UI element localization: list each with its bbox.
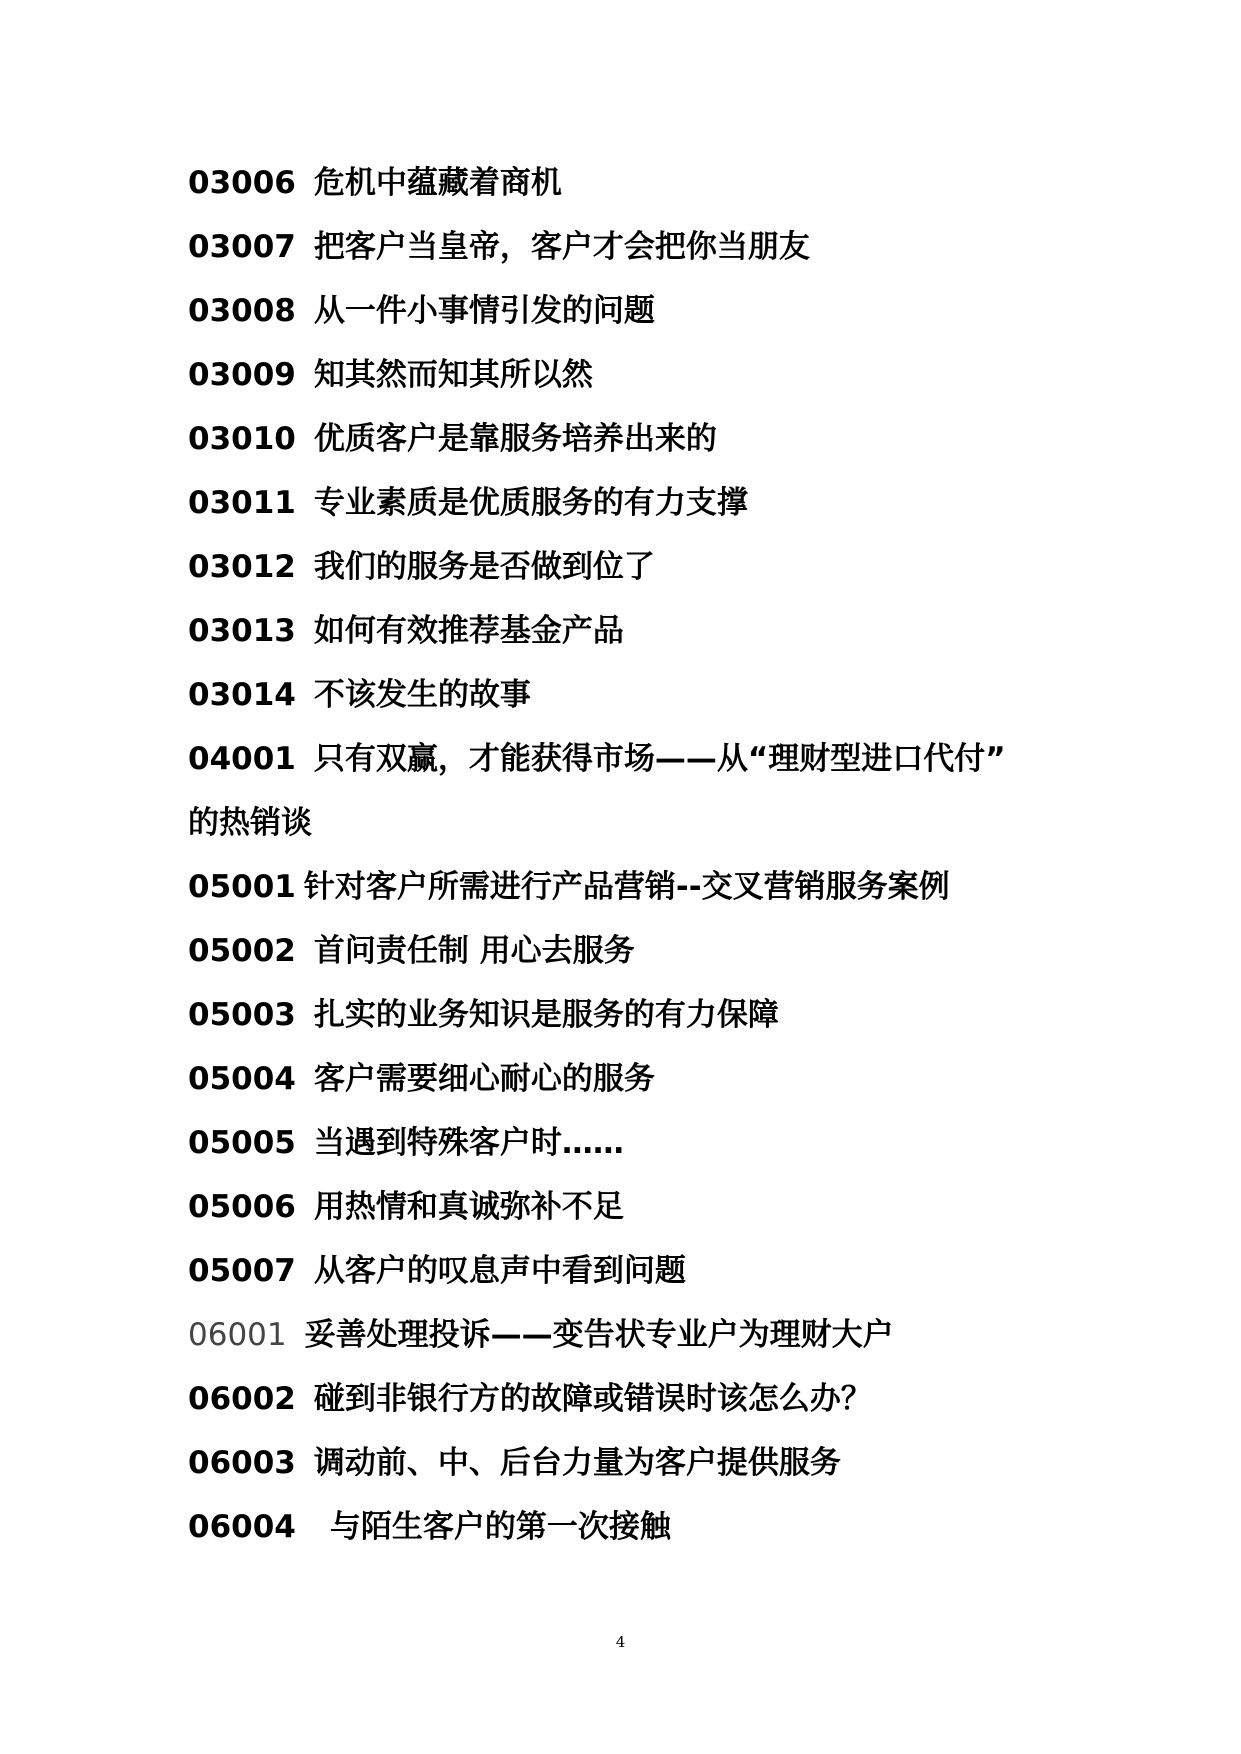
entry-title: 只有双赢，才能获得市场——从“理财型进口代付” <box>313 741 1006 777</box>
list-item <box>188 227 810 267</box>
entry-code: 03013 <box>188 613 296 649</box>
list-item <box>188 291 655 331</box>
list-item <box>188 1123 624 1163</box>
entry-title: 我们的服务是否做到位了 <box>313 549 655 585</box>
entry-code: 06001 <box>188 1317 287 1353</box>
entry-code: 06002 <box>188 1381 296 1417</box>
list-item <box>188 355 593 395</box>
list-item <box>188 995 779 1035</box>
list-item <box>188 1059 655 1099</box>
list-item <box>188 547 655 587</box>
entry-title: 客户需要细心耐心的服务 <box>313 1061 655 1097</box>
entry-code: 03011 <box>188 485 296 521</box>
list-item <box>188 483 748 523</box>
entry-title: 危机中蕴藏着商机 <box>313 165 562 201</box>
entry-code: 05002 <box>188 933 296 969</box>
list-item <box>188 1443 841 1483</box>
entry-title: 扎实的业务知识是服务的有力保障 <box>313 997 779 1033</box>
entry-code: 03010 <box>188 421 296 457</box>
list-item <box>188 1379 872 1419</box>
entry-title: 当遇到特殊客户时…… <box>313 1125 624 1161</box>
list-item <box>188 611 624 651</box>
list-item <box>188 1187 624 1227</box>
list-item <box>188 1251 686 1291</box>
entry-code: 05001 <box>188 869 296 905</box>
entry-code: 05007 <box>188 1253 296 1289</box>
entry-title: 妥善处理投诉——变告状专业户为理财大户 <box>304 1317 894 1353</box>
entry-title: 首问责任制 用心去服务 <box>313 933 635 969</box>
entry-code: 03008 <box>188 293 296 329</box>
entry-title: 从一件小事情引发的问题 <box>313 293 655 329</box>
entry-title: 不该发生的故事 <box>313 677 531 713</box>
entry-title: 优质客户是靠服务培养出来的 <box>313 421 717 457</box>
entry-code: 06003 <box>188 1445 296 1481</box>
entry-code: 03006 <box>188 165 296 201</box>
list-item <box>188 163 562 203</box>
entry-code: 05003 <box>188 997 296 1033</box>
entry-title: 针对客户所需进行产品营销--交叉营销服务案例 <box>303 869 950 905</box>
entry-title: 如何有效推荐基金产品 <box>313 613 624 649</box>
list-item <box>188 739 1006 779</box>
entry-code: 04001 <box>188 741 296 777</box>
list-item-continuation <box>188 803 312 843</box>
entry-title: 用热情和真诚弥补不足 <box>313 1189 624 1225</box>
list-item <box>188 419 717 459</box>
entry-title: 把客户当皇帝，客户才会把你当朋友 <box>313 229 810 265</box>
entry-title: 专业素质是优质服务的有力支撑 <box>313 485 748 521</box>
list-item <box>188 1507 671 1547</box>
list-item <box>188 931 635 971</box>
list-item <box>188 675 531 715</box>
entry-code: 03007 <box>188 229 296 265</box>
entry-title: 与陌生客户的第一次接触 <box>329 1509 671 1545</box>
list-item <box>188 1315 894 1355</box>
entry-title-continuation: 的热销谈 <box>188 805 312 841</box>
entry-title: 碰到非银行方的故障或错误时该怎么办？ <box>313 1381 872 1417</box>
entry-code: 03012 <box>188 549 296 585</box>
entry-code: 03014 <box>188 677 296 713</box>
entry-code: 03009 <box>188 357 296 393</box>
entry-code: 05004 <box>188 1061 296 1097</box>
entry-code: 06004 <box>188 1509 296 1545</box>
list-item <box>188 867 950 907</box>
entry-title: 知其然而知其所以然 <box>313 357 593 393</box>
page-number: 4 <box>615 1633 626 1651</box>
entry-code: 05005 <box>188 1125 296 1161</box>
entry-title: 从客户的叹息声中看到问题 <box>313 1253 686 1289</box>
entry-title: 调动前、中、后台力量为客户提供服务 <box>313 1445 841 1481</box>
entry-code: 05006 <box>188 1189 296 1225</box>
